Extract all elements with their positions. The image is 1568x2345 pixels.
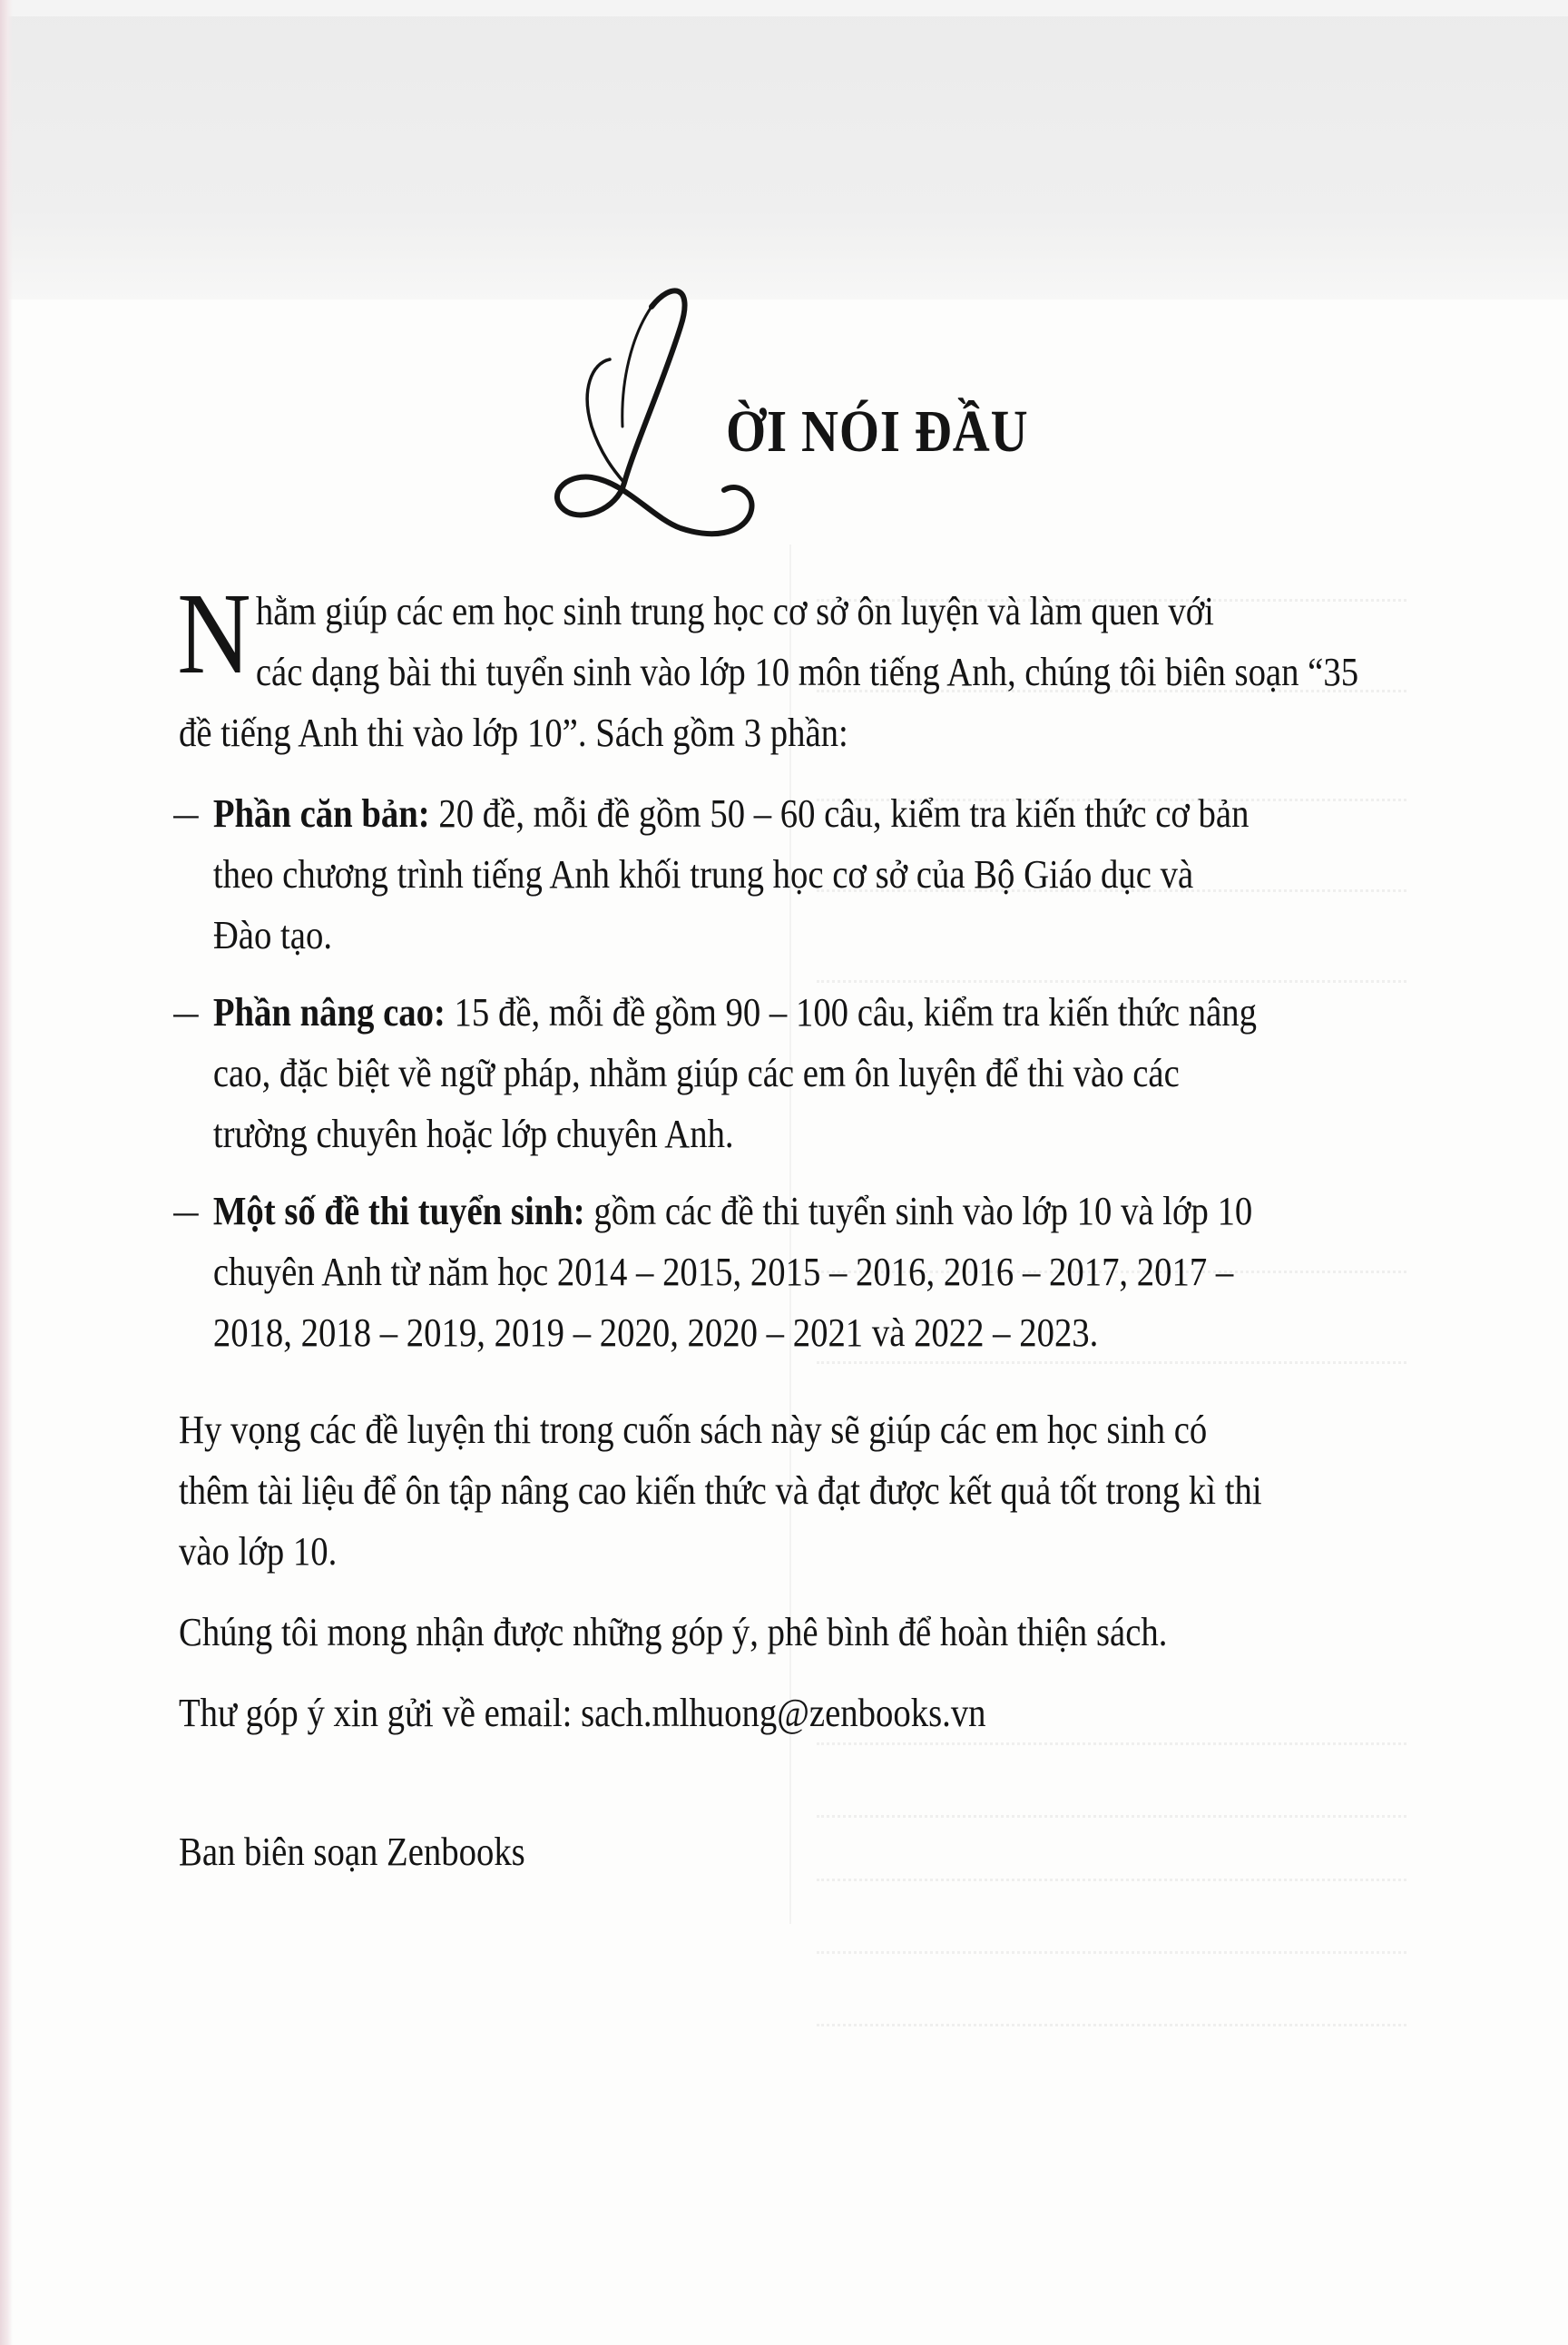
section-list (173, 783, 1463, 1363)
bleed-through-line (817, 1951, 1406, 1954)
text-line: các dạng bài thi tuyển sinh vào lớp 10 môn tiếng Anh, chúng tôi biên soạn “35 (255, 650, 1359, 694)
text-line: vào lớp 10. (179, 1529, 338, 1574)
hope-paragraph (179, 1399, 1463, 1582)
text-line: Chúng tôi mong nhận được những góp ý, phê bình để hoàn thiện sách. (179, 1610, 1168, 1654)
text-line: gồm các đề thi tuyển sinh vào lớp 10 và lớp 10 (584, 1189, 1253, 1233)
contact-email: sach.mlhuong@zenbooks.vn (581, 1691, 986, 1735)
preface-title (544, 272, 1125, 545)
text-line: chuyên Anh từ năm học 2014 – 2015, 2015 – 2016, 2016 – 2017, 2017 – (212, 1250, 1234, 1294)
signature-paragraph (179, 1821, 1463, 1882)
section-label: Phần nâng cao: (212, 990, 446, 1035)
section-item-entrance-exams (173, 1181, 1463, 1363)
text-line: 20 đề, mỗi đề gồm 50 – 60 câu, kiểm tra kiến thức cơ bản (429, 791, 1250, 836)
preface-body (173, 569, 1458, 1882)
scan-left-edge (0, 0, 13, 2345)
contact-prefix: Thư góp ý xin gửi về email: (179, 1691, 582, 1735)
title-text: ỜI NÓI ĐẦU (726, 398, 1029, 465)
text-line: trường chuyên hoặc lớp chuyên Anh. (212, 1112, 734, 1156)
dash-bullet: – (173, 791, 199, 836)
section-label: Một số đề thi tuyển sinh: (212, 1189, 585, 1233)
text-line: theo chương trình tiếng Anh khối trung học cơ sở của Bộ Giáo dục và (212, 852, 1194, 897)
bleed-through-line (817, 2024, 1406, 2026)
dash-bullet: – (173, 990, 199, 1035)
text-line: 2018, 2018 – 2019, 2019 – 2020, 2020 – 2021 và 2022 – 2023. (212, 1310, 1099, 1355)
spacer (179, 1582, 1458, 1602)
spacer (179, 1663, 1458, 1683)
text-line: Hy vọng các đề luyện thi trong cuốn sách này sẽ giúp các em học sinh có (179, 1408, 1208, 1452)
scan-top-edge (0, 0, 1568, 16)
signature: Ban biên soạn Zenbooks (179, 1830, 525, 1874)
intro-paragraph (177, 569, 1463, 763)
spacer (179, 1743, 1458, 1821)
text-line: Đào tạo. (212, 913, 333, 957)
scan-background-band (0, 0, 1568, 299)
text-line: hằm giúp các em học sinh trung học cơ sở ôn luyện và làm quen với (255, 589, 1214, 633)
dash-bullet: – (173, 1189, 199, 1233)
drop-cap: N (177, 569, 251, 698)
section-label: Phần căn bản: (212, 791, 430, 836)
spacer (179, 1379, 1458, 1399)
section-item-advanced (173, 982, 1463, 1164)
feedback-paragraph (179, 1602, 1463, 1663)
text-line: đề tiếng Anh thi vào lớp 10”. Sách gồm 3 phần: (179, 711, 848, 755)
text-line: cao, đặc biệt về ngữ pháp, nhằm giúp các em ôn luyện để thi vào các (212, 1051, 1180, 1095)
section-item-basic (173, 783, 1463, 966)
contact-paragraph (179, 1683, 1463, 1743)
text-line: 15 đề, mỗi đề gồm 90 – 100 câu, kiểm tra kiến thức nâng (445, 990, 1258, 1035)
text-line: thêm tài liệu để ôn tập nâng cao kiến thức và đạt được kết quả tốt trong kì thi (179, 1468, 1262, 1513)
